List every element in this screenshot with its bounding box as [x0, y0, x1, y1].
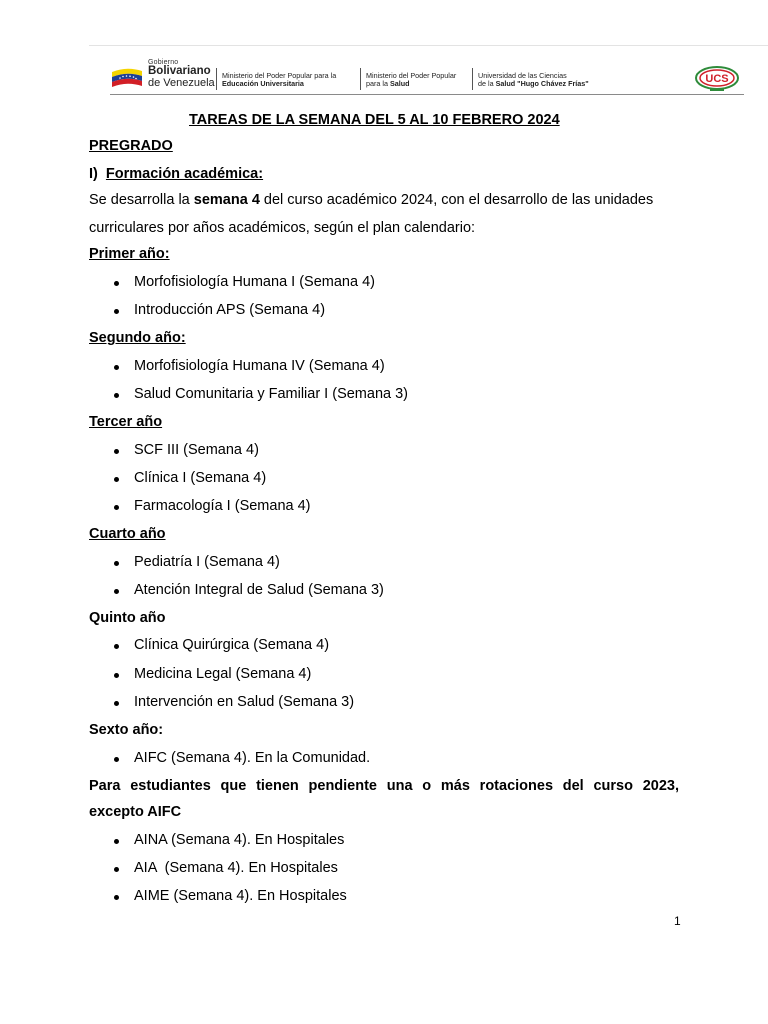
pending-note-line-2: excepto AIFC: [89, 804, 182, 820]
list-item-text: Intervención en Salud (Semana 3): [134, 694, 355, 710]
header-underline: [110, 94, 744, 95]
ministry-health-line2: Salud: [389, 79, 410, 89]
gobierno-bolivariano-text: [148, 59, 215, 89]
list-item-text: Clínica I (Semana 4): [134, 470, 267, 486]
list-item-text: Atención Integral de Salud (Semana 3): [134, 582, 384, 598]
year-heading: Sexto año:: [89, 722, 164, 738]
document-title: TAREAS DE LA SEMANA DEL 5 AL 10 FEBRERO 2024: [189, 112, 560, 128]
gov-line-1: Gobierno: [148, 59, 179, 66]
bullet-icon: [114, 309, 119, 314]
list-item-text: Morfofisiología Humana IV (Semana 4): [134, 358, 385, 374]
pending-note-line-1: Para estudiantes que tienen pendiente una o más rotaciones del curso 2023,: [89, 778, 679, 794]
list-item-text: Medicina Legal (Semana 4): [134, 666, 312, 682]
list-item-text: Introducción APS (Semana 4): [134, 302, 326, 318]
ministry-education-line2: Educación Universitaria: [222, 79, 304, 89]
list-item: [134, 442, 259, 458]
subsection-number: I): [89, 166, 98, 182]
list-item: [134, 302, 325, 318]
list-item: [134, 498, 311, 514]
bullet-icon: [114, 477, 119, 482]
list-item: [134, 888, 347, 904]
header-separator: [472, 68, 473, 90]
institutional-header: [110, 58, 744, 94]
list-item-text: Pediatría I (Semana 4): [134, 554, 280, 570]
ministry-education: [222, 72, 336, 89]
ministry-health: [366, 72, 456, 89]
bullet-icon: [114, 701, 119, 706]
university-line1: Universidad de las Ciencias: [478, 71, 567, 80]
intro-bold: semana 4: [193, 192, 260, 208]
university-line2-bold: Salud "Hugo Chávez Frías": [495, 79, 589, 89]
ministry-health-line2-prefix: para la: [366, 79, 390, 89]
header-separator: [360, 68, 361, 90]
bullet-icon: [114, 895, 119, 900]
list-item: [134, 386, 408, 402]
bullet-icon: [114, 449, 119, 454]
university-name: [478, 72, 589, 89]
bullet-icon: [114, 839, 119, 844]
list-item-text: Clínica Quirúrgica (Semana 4): [134, 637, 330, 653]
venezuela-flag-logo: [110, 66, 144, 90]
list-item-text: SCF III (Semana 4): [134, 442, 259, 458]
bullet-icon: [114, 365, 119, 370]
list-item: [134, 637, 329, 653]
bullet-icon: [114, 561, 119, 566]
list-item-text: AINA (Semana 4). En Hospitales: [134, 832, 345, 848]
bullet-icon: [114, 505, 119, 510]
gov-line-2: Bolivariano: [148, 65, 211, 77]
year-heading: Primer año:: [89, 246, 170, 262]
intro-suffix: del curso académico 2024, con el desarrollo de las unidades: [259, 192, 654, 208]
list-item: [134, 470, 266, 486]
year-heading: Tercer año: [89, 414, 163, 430]
ucs-logo-text: UCS: [705, 73, 729, 85]
year-heading: Cuarto año: [89, 526, 166, 542]
bullet-icon: [114, 867, 119, 872]
list-item: [134, 832, 344, 848]
list-item-text: Farmacología I (Semana 4): [134, 498, 311, 514]
intro-line-1: [89, 192, 653, 208]
ministry-health-line1: Ministerio del Poder Popular: [366, 71, 457, 80]
list-item: [134, 750, 370, 766]
university-line2-prefix: de la: [478, 79, 496, 89]
list-item: [134, 554, 280, 570]
ucs-logo: [694, 65, 740, 93]
bullet-icon: [114, 589, 119, 594]
bullet-icon: [114, 757, 119, 762]
list-item: [134, 694, 354, 710]
bullet-icon: [114, 393, 119, 398]
list-item-text: Morfofisiología Humana I (Semana 4): [134, 274, 375, 290]
ministry-education-line1: Ministerio del Poder Popular para la: [222, 71, 337, 80]
list-item-text: AIME (Semana 4). En Hospitales: [134, 888, 347, 904]
list-item: [134, 666, 311, 682]
section-heading: PREGRADO: [89, 138, 173, 154]
bullet-icon: [114, 644, 119, 649]
bullet-icon: [114, 673, 119, 678]
list-item: [134, 274, 375, 290]
intro-line-2: curriculares por años académicos, según el plan calendario:: [89, 220, 476, 236]
gov-line-3: de Venezuela: [148, 76, 215, 89]
list-item-text: AIA (Semana 4). En Hospitales: [134, 860, 338, 876]
top-divider: [89, 45, 768, 46]
page-number: 1: [674, 914, 681, 928]
list-item: [134, 582, 384, 598]
subsection-heading: [89, 166, 263, 182]
header-separator: [216, 68, 217, 90]
intro-prefix: Se desarrolla la: [89, 192, 194, 208]
list-item: [134, 860, 338, 876]
subsection-title: Formación académica:: [105, 166, 264, 182]
list-item-text: AIFC (Semana 4). En la Comunidad.: [134, 750, 371, 766]
bullet-icon: [114, 281, 119, 286]
year-heading: Segundo año:: [89, 330, 186, 346]
list-item: [134, 358, 385, 374]
list-item-text: Salud Comunitaria y Familiar I (Semana 3): [134, 386, 408, 402]
year-heading: Quinto año: [89, 610, 166, 626]
